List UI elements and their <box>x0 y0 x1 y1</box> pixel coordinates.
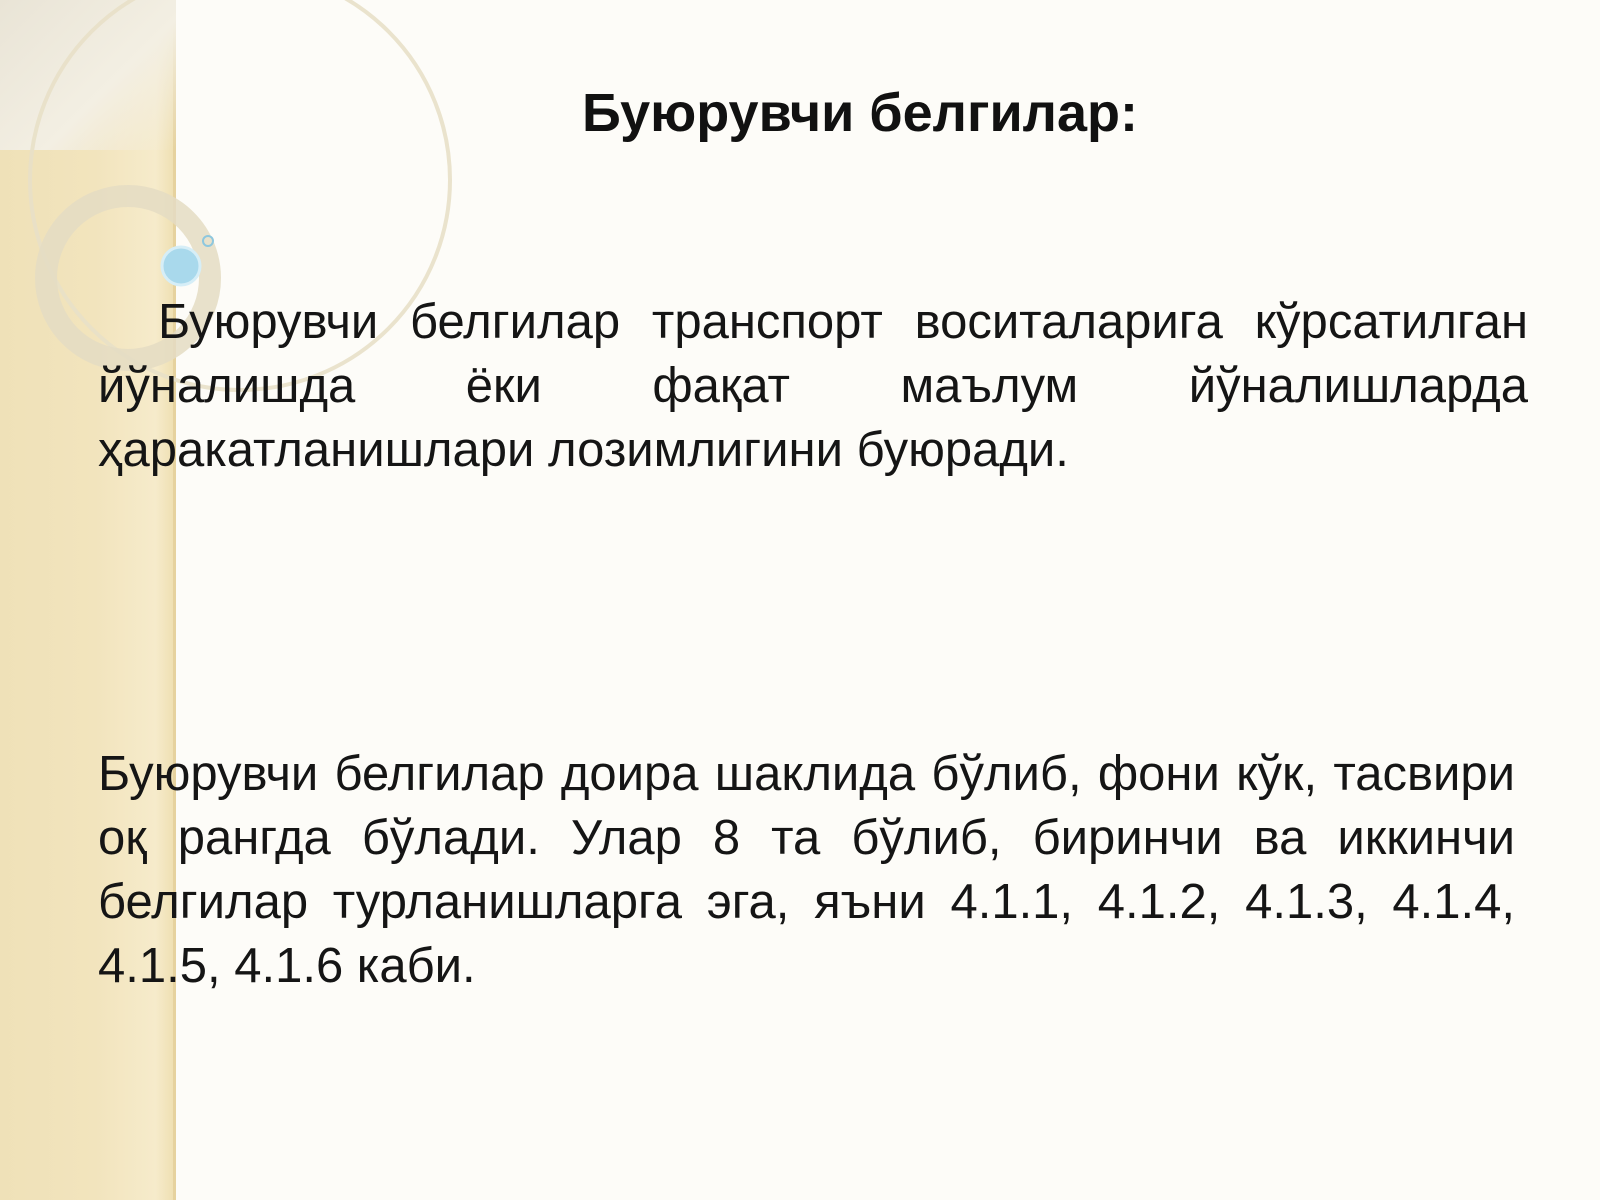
slide-title: Буюрувчи белгилар: <box>582 83 1138 143</box>
decorative-side-band <box>0 0 176 1200</box>
decorative-small-bubble <box>203 236 213 246</box>
paragraph-description: Буюрувчи белгилар доира шаклида бўлиб, фони кўк, тасвири оқ рангда бўлади. Улар 8 та бўлиб, биринчи ва иккинчи белгилар турланишларга эга, яъни 4.1.1, 4.1.2, 4.1.3, 4.1.4, 4.1.5, 4.1.6 каби. <box>98 747 1515 993</box>
paragraph-definition: Буюрувчи белгилар транспорт воситаларига кўрсатилган йўналишда ёки фақат маълум йўналишларда ҳаракатланишлари лозимлигини буюради. <box>98 295 1528 477</box>
